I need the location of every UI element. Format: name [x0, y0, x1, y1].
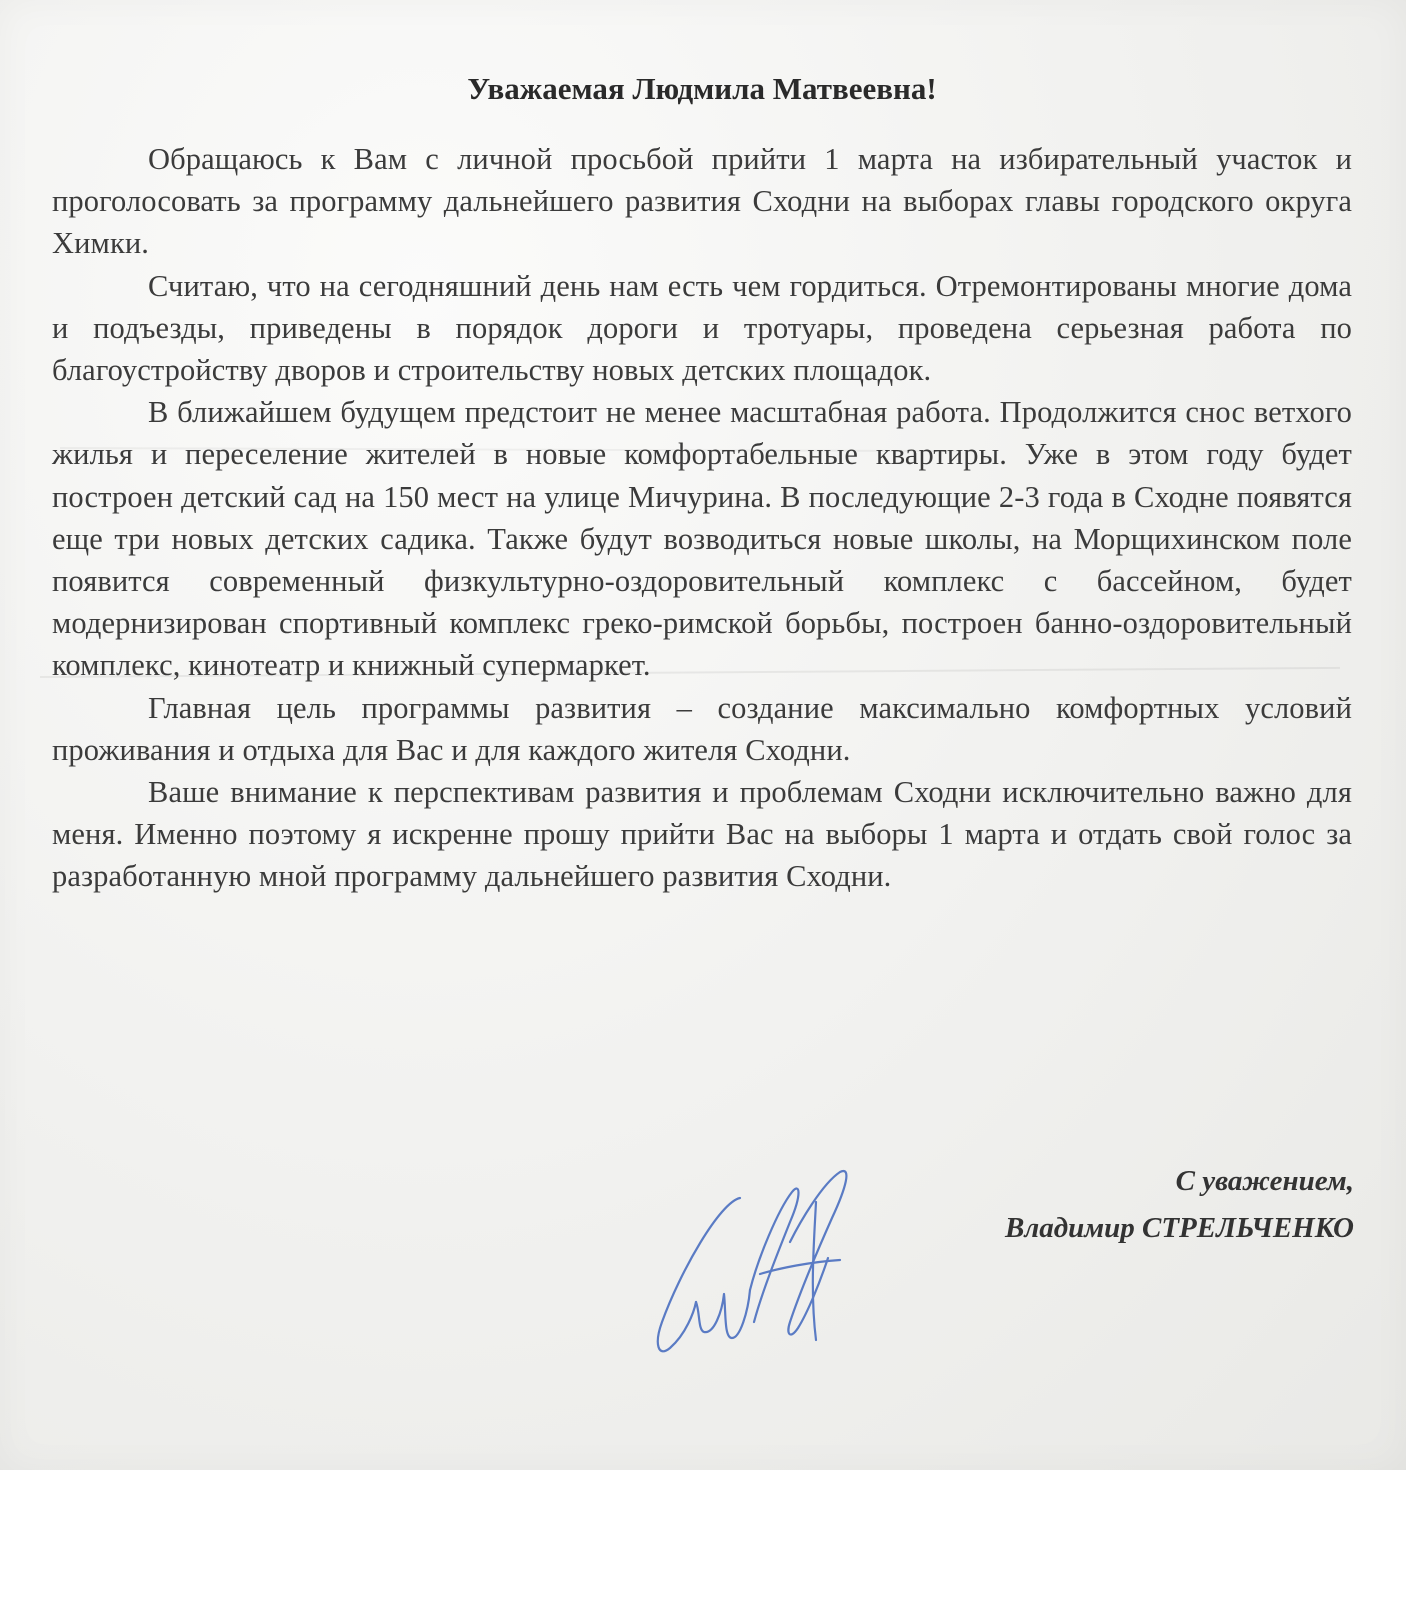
handwritten-signature [640, 1162, 870, 1372]
letter-paragraph: Обращаюсь к Вам с личной просьбой прийти 1 марта на избирательный участок и проголосовать за программу дальнейшего развития Сходни на выборах главы городского округа Химки. [52, 142, 1352, 261]
letter-paragraph: Ваше внимание к перспективам развития и проблемам Сходни исключительно важно для меня. Именно поэтому я искренне прошу прийти Вас на выборы 1 марта и отдать свой голос за разработанную мной программу дальнейшего развития Сходни. [52, 775, 1352, 894]
closing-phrase: С уважением, [1175, 1165, 1354, 1197]
letter-closing-block [1005, 1158, 1354, 1252]
letter-paragraph: В ближайшем будущем предстоит не менее масштабная работа. Продолжится снос ветхого жилья и переселение жителей в новые комфортабельные квартиры. Уже в этом году будет построен детский сад на 150 мест на улице Мичурина. В последующие 2-3 года в Сходне появятся еще три новых детских садика. Также будут возводиться новые школы, на Морщихинском поле появится современный физкультурно-оздоровительный комплекс с бассейном, будет модернизирован спортивный комплекс греко-римской борьбы, построен банно-оздоровительный комплекс, кинотеатр и книжный супермаркет. [52, 395, 1352, 683]
sender-name: Владимир СТРЕЛЬЧЕНКО [1005, 1212, 1354, 1244]
letter-paragraph: Считаю, что на сегодняшний день нам есть чем гордиться. Отремонтированы многие дома и подъезды, приведены в порядок дороги и тротуары, проведена серьезная работа по благоустройству дворов и строительству новых детских площадок. [52, 268, 1352, 388]
letter-salutation: Уважаемая Людмила Матвеевна! [467, 71, 937, 106]
letter-paragraph: Главная цель программы развития – создание максимально комфортных условий проживания и отдыха для Вас и для каждого жителя Сходни. [52, 690, 1352, 767]
letter-body [52, 66, 1352, 898]
